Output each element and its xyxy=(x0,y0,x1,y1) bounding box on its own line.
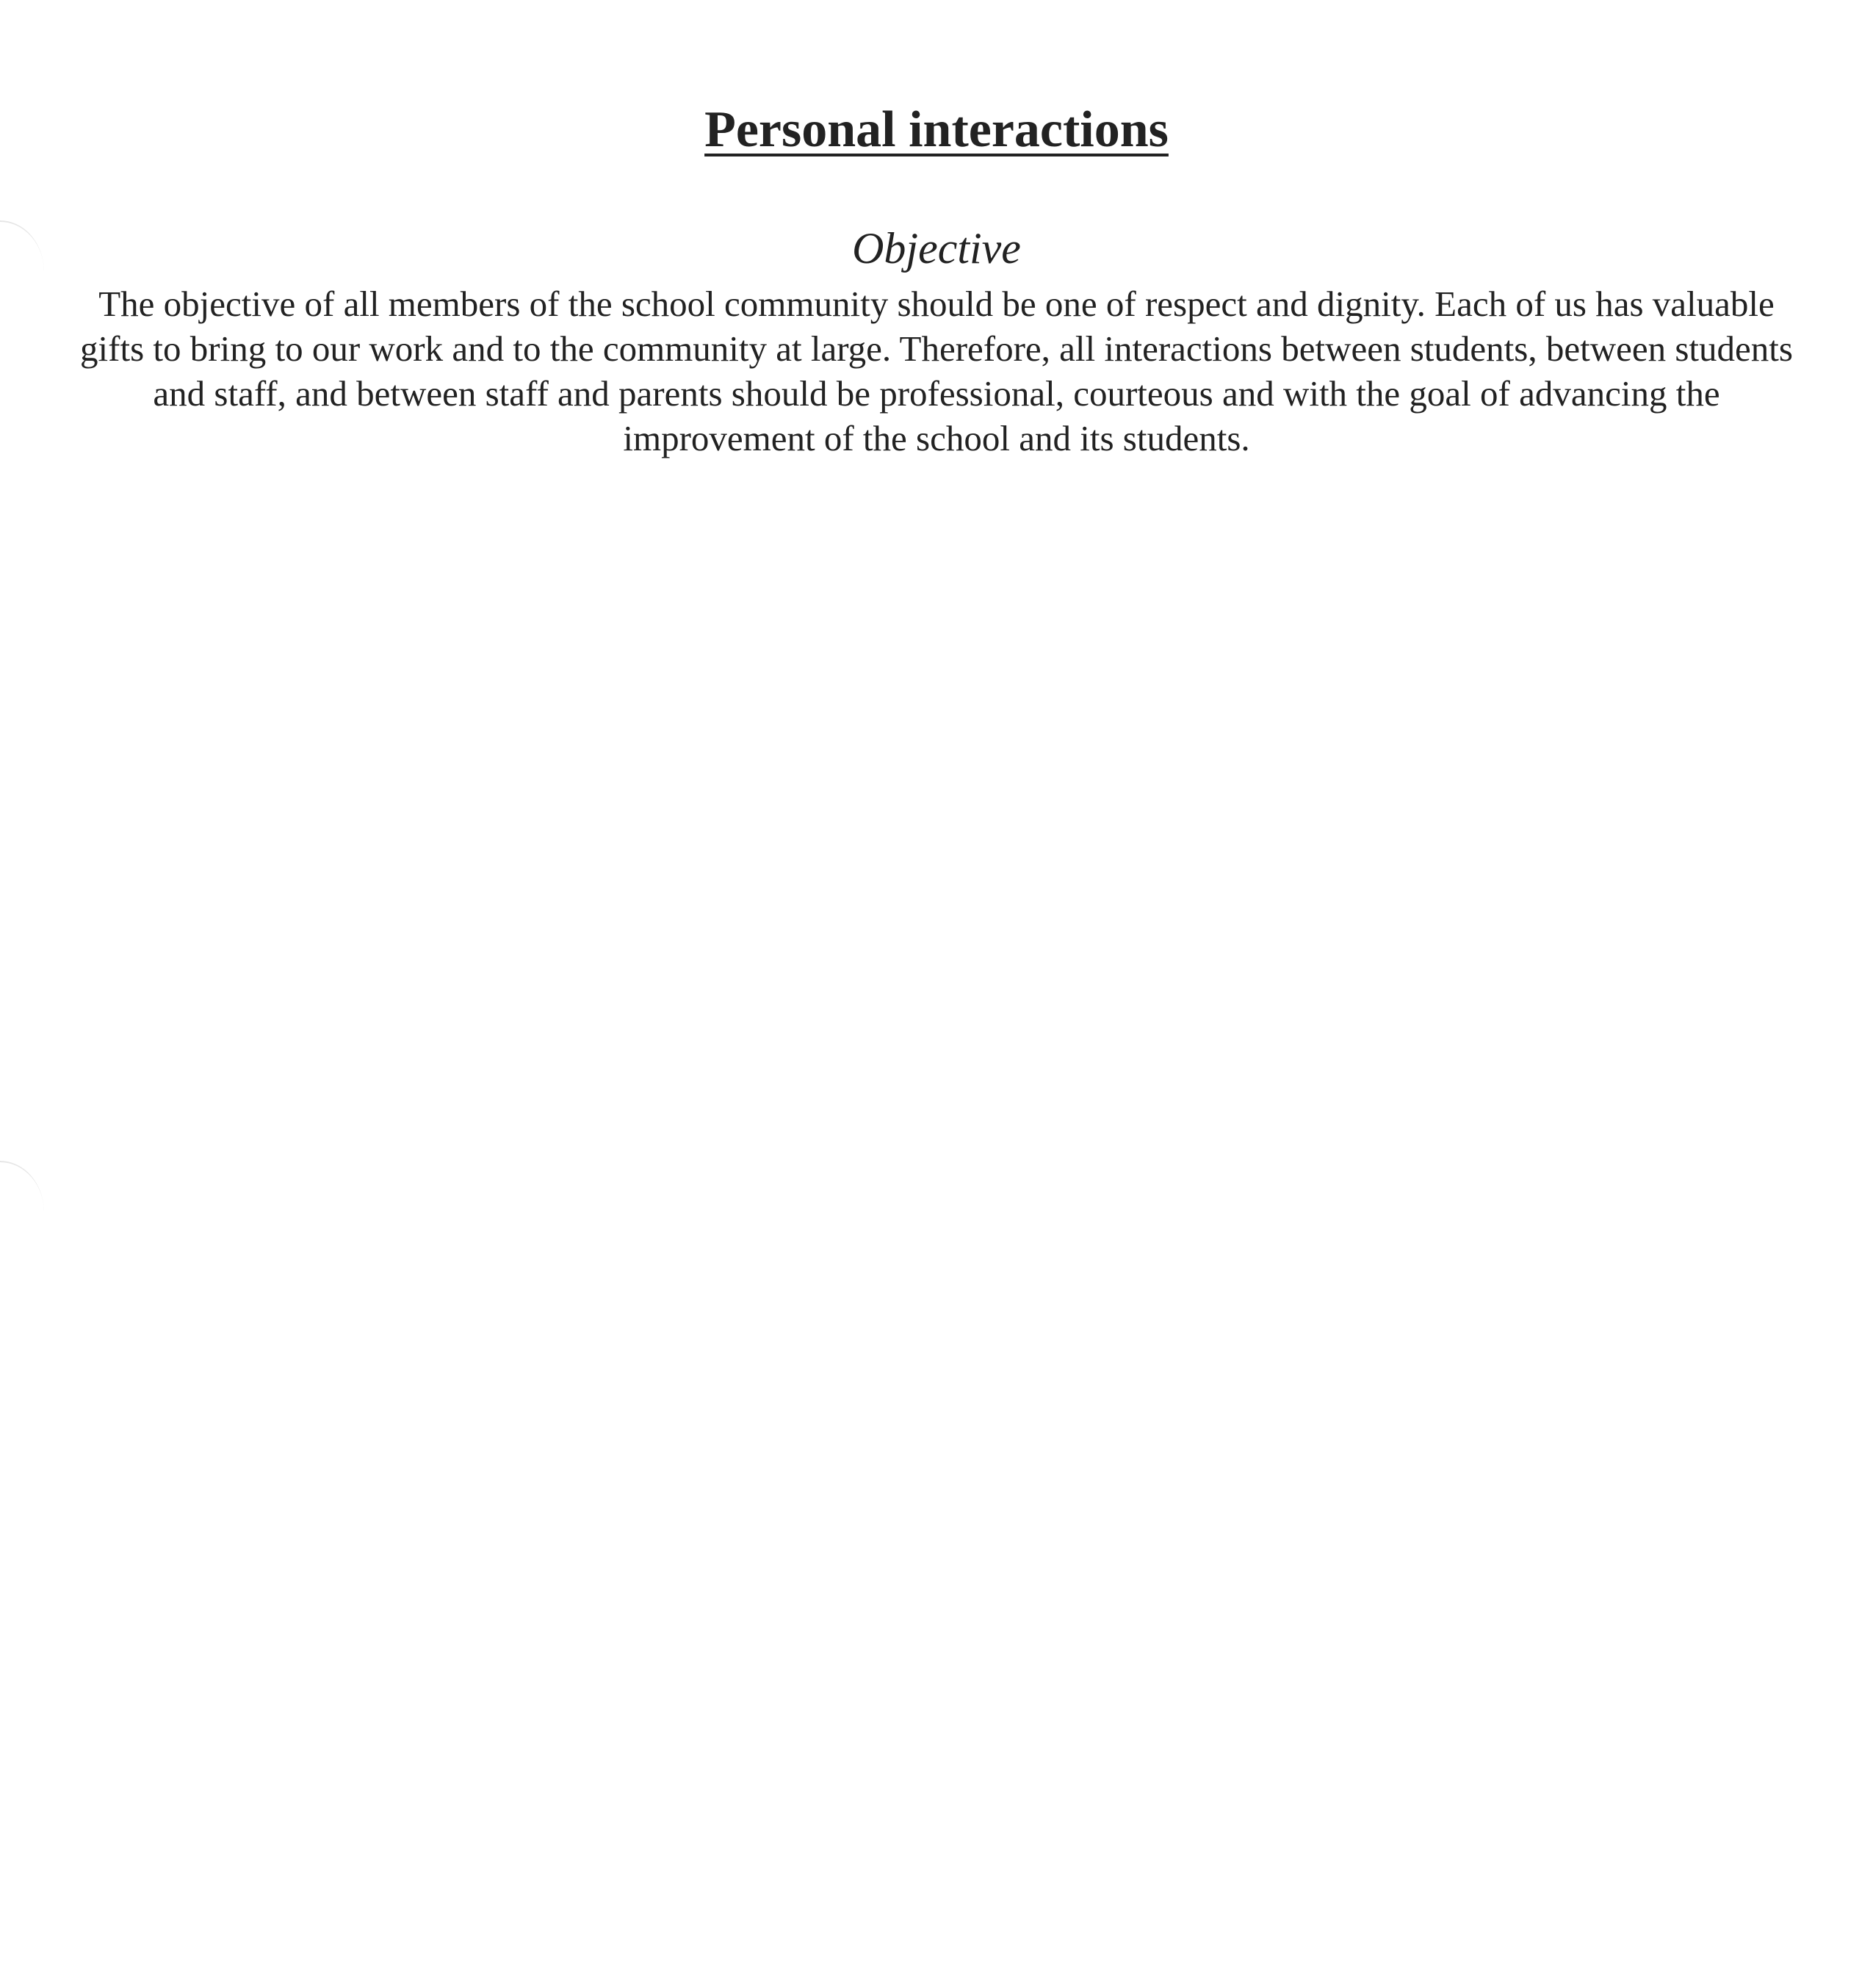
page-title-text: Personal interactions xyxy=(704,101,1169,158)
section-heading: Objective xyxy=(852,224,1021,273)
punch-hole-mark xyxy=(0,1161,44,1214)
page-title xyxy=(0,101,1873,158)
objective-paragraph: The objective of all members of the school community should be one of respect and dignity. Each of us has valuable gifts to bring to our work and to the community at large. Therefore, all interactions between students, between students and staff, and between staff and parents should be professional, courteous and with the goal of advancing the improvement of the school and its students. xyxy=(80,284,1793,458)
